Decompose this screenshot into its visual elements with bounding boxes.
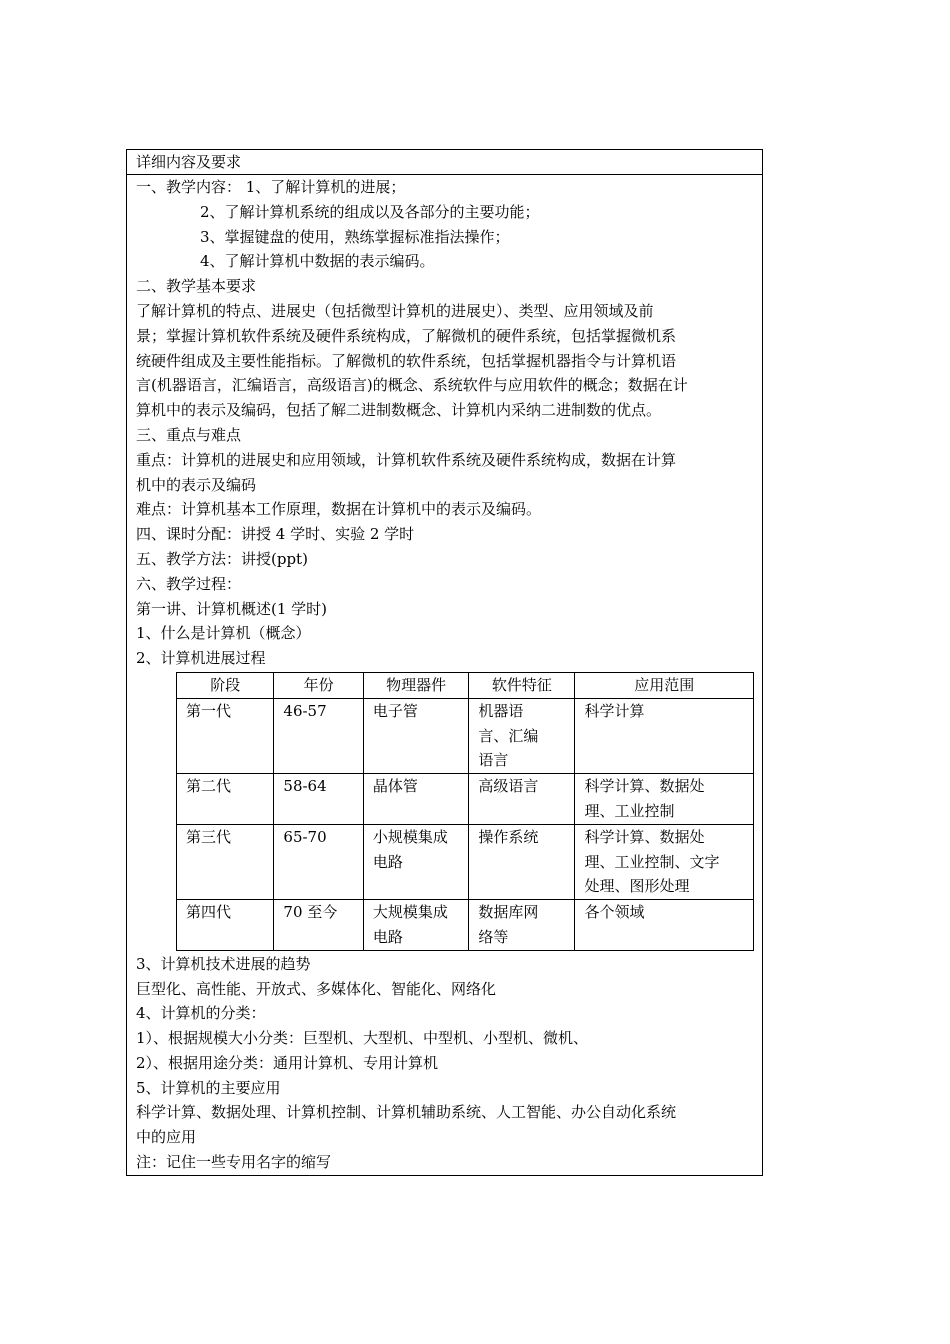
point-4: 4、计算机的分类： — [136, 1004, 266, 1023]
lecture-title: 第一讲、计算机概述(1 学时) — [136, 599, 328, 618]
table-header-cell: 软件特征 — [469, 672, 575, 698]
requirements-text: 统硬件组成及主要性能指标。了解微机的软件系统，包括掌握机器指令与计算机语 — [136, 351, 677, 370]
difficult-points-text: 难点：计算机基本工作原理，数据在计算机中的表示及编码。 — [136, 500, 542, 519]
requirements-text: 了解计算机的特点、进展史（包括微型计算机的进展史）、类型、应用领域及前 — [136, 301, 654, 320]
software-cell — [469, 774, 575, 825]
stage-cell: 第二代 — [177, 774, 274, 825]
table-header-cell: 应用范围 — [575, 672, 754, 698]
stage-cell: 第四代 — [177, 900, 274, 951]
requirements-text: 景；掌握计算机软件系统及硬件系统构成，了解微机的硬件系统，包括掌握微机系 — [136, 326, 677, 345]
apps-cell — [575, 900, 754, 951]
software-cell — [469, 900, 575, 951]
cell-line: 机器语 — [478, 701, 524, 720]
table-row — [177, 824, 754, 899]
cell-line: 科学计算 — [584, 701, 645, 720]
teaching-content-item: 4、了解计算机中数据的表示编码。 — [200, 252, 435, 271]
cell-line: 高级语言 — [478, 777, 539, 796]
document-body — [127, 175, 762, 1175]
years-cell: 58-64 — [274, 774, 363, 825]
cell-line: 理、工业控制 — [584, 801, 675, 820]
device-cell: 小规模集成 电路 — [363, 824, 468, 899]
cell-line: 数据库网 — [478, 903, 539, 922]
table-header-cell: 年份 — [274, 672, 363, 698]
cell-line: 言、汇编 — [478, 726, 539, 745]
software-cell — [469, 698, 575, 773]
table-header-row — [177, 672, 754, 698]
table-row — [177, 774, 754, 825]
teaching-content-item: 2、了解计算机系统的组成以及各部分的主要功能； — [200, 202, 540, 221]
cell-line: 理、工业控制、文字 — [584, 852, 720, 871]
hours-text: 四、课时分配：讲授 4 学时、实验 2 学时 — [136, 525, 415, 544]
table-header-cell: 物理器件 — [363, 672, 468, 698]
device-cell: 晶体管 — [363, 774, 468, 825]
key-points-text: 重点：计算机的进展史和应用领域，计算机软件系统及硬件系统构成，数据在计算 — [136, 450, 677, 469]
process-heading: 六、教学过程： — [136, 574, 242, 593]
generations-table — [176, 672, 754, 951]
section-header: 详细内容及要求 — [127, 150, 762, 175]
cell-line: 科学计算、数据处 — [584, 777, 705, 796]
cell-line: 处理、图形处理 — [584, 877, 690, 896]
classification-2: 2）、根据用途分类：通用计算机、专用计算机 — [136, 1053, 439, 1072]
cell-line: 科学计算、数据处 — [584, 827, 705, 846]
note-text: 注：记住一些专用名字的缩写 — [136, 1153, 332, 1172]
requirements-heading: 二、教学基本要求 — [136, 277, 257, 296]
cell-line: 络等 — [478, 927, 509, 946]
device-cell: 大规模集成 电路 — [363, 900, 468, 951]
classification-1: 1）、根据规模大小分类：巨型机、大型机、中型机、小型机、微机、 — [136, 1029, 589, 1048]
cell-line: 语言 — [478, 751, 509, 770]
applications-text: 科学计算、数据处理、计算机控制、计算机辅助系统、人工智能、办公自动化系统 — [136, 1103, 677, 1122]
method-text: 五、教学方法：讲授(ppt) — [136, 549, 308, 568]
years-cell: 70 至今 — [274, 900, 363, 951]
point-5: 5、计算机的主要应用 — [136, 1078, 281, 1097]
apps-cell — [575, 824, 754, 899]
device-cell: 电子管 — [363, 698, 468, 773]
cell-line: 各个领域 — [584, 903, 645, 922]
table-header-cell: 阶段 — [177, 672, 274, 698]
key-points-text: 机中的表示及编码 — [136, 475, 257, 494]
apps-cell — [575, 774, 754, 825]
years-cell: 46-57 — [274, 698, 363, 773]
table-row — [177, 698, 754, 773]
stage-cell: 第一代 — [177, 698, 274, 773]
stage-cell: 第三代 — [177, 824, 274, 899]
trends-text: 巨型化、高性能、开放式、多媒体化、智能化、网络化 — [136, 979, 497, 998]
content-frame — [126, 149, 763, 1176]
software-cell — [469, 824, 575, 899]
point-1: 1、什么是计算机（概念） — [136, 624, 311, 643]
teaching-content-heading: 一、教学内容： 1、了解计算机的进展； — [136, 178, 406, 196]
table-row — [177, 900, 754, 951]
requirements-text: 算机中的表示及编码，包括了解二进制数概念、计算机内采纳二进制数的优点。 — [136, 401, 662, 420]
point-3: 3、计算机技术进展的趋势 — [136, 954, 311, 973]
apps-cell — [575, 698, 754, 773]
teaching-content-item: 3、掌握键盘的使用，熟练掌握标准指法操作； — [200, 227, 510, 246]
key-points-heading: 三、重点与难点 — [136, 425, 242, 444]
applications-text: 中的应用 — [136, 1128, 197, 1147]
requirements-text: 言(机器语言，汇编语言，高级语言)的概念、系统软件与应用软件的概念；数据在计 — [136, 376, 688, 395]
cell-line: 操作系统 — [478, 827, 539, 846]
point-2: 2、计算机进展过程 — [136, 649, 266, 668]
years-cell: 65-70 — [274, 824, 363, 899]
